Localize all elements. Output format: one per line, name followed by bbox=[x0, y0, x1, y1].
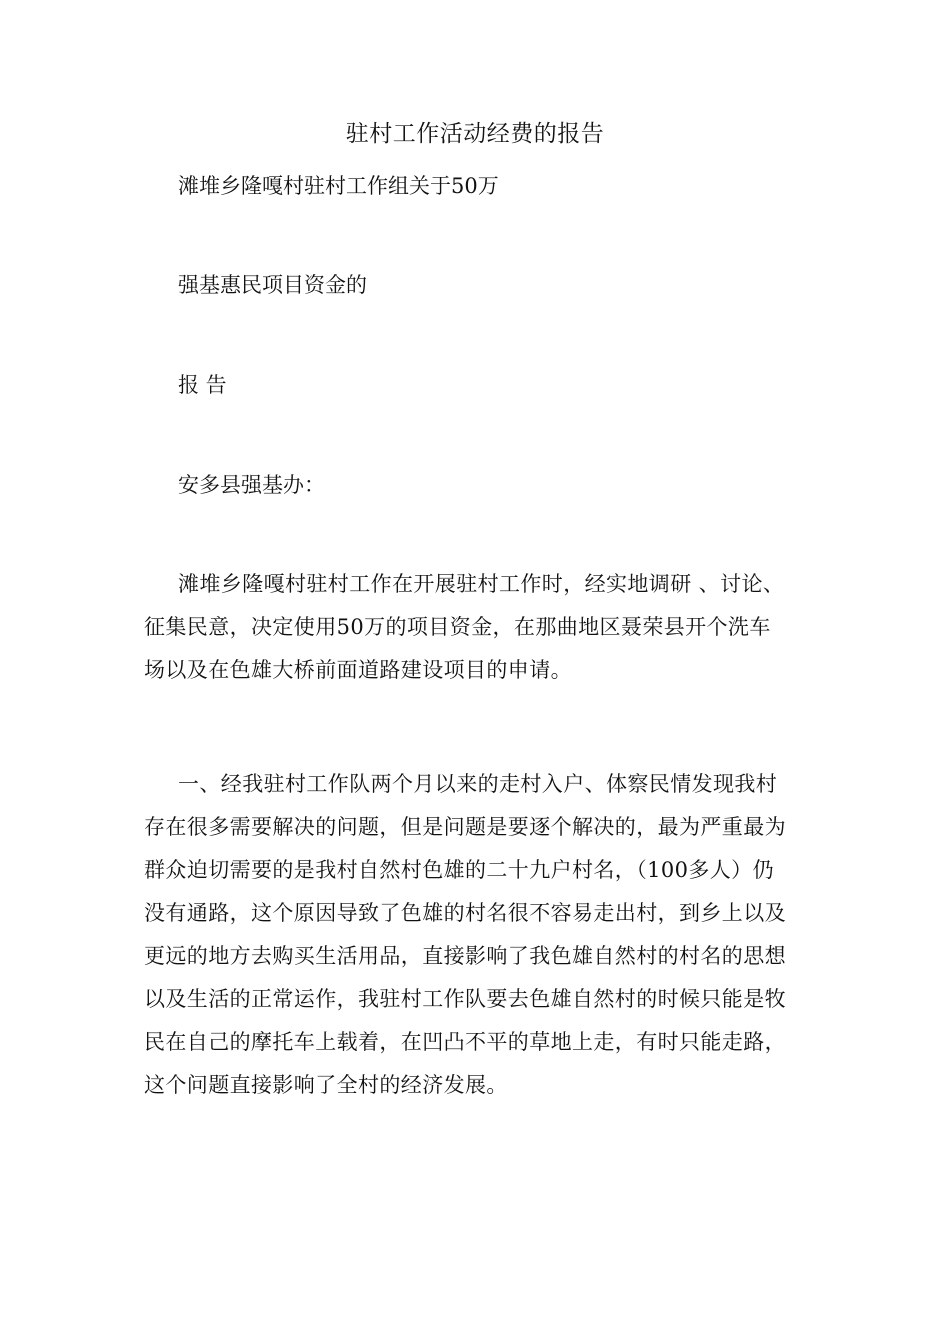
paragraph-2-line: 群众迫切需要的是我村自然村色雄的二十九户村名，（100多人）仍 bbox=[144, 858, 774, 882]
paragraph-1 bbox=[144, 563, 816, 692]
paragraph-2-line: 更远的地方去购买生活用品，直接影响了我色雄自然村的村名的思想 bbox=[144, 944, 786, 968]
document-title: 驻村工作活动经费的报告 bbox=[345, 121, 605, 147]
paragraph-2-line: 以及生活的正常运作，我驻村工作队要去色雄自然村的时候只能是牧 bbox=[144, 987, 786, 1011]
paragraph-2-line: 存在很多需要解决的问题，但是问题是要逐个解决的，最为严重最为 bbox=[144, 815, 786, 839]
paragraph-1-line: 场以及在色雄大桥前面道路建设项目的申请。 bbox=[144, 658, 572, 682]
paragraph-2 bbox=[144, 763, 816, 1107]
paragraph-2-line: 民在自己的摩托车上载着，在凹凸不平的草地上走，有时只能走路， bbox=[144, 1030, 786, 1054]
paragraph-2-line: 这个问题直接影响了全村的经济发展。 bbox=[144, 1073, 508, 1097]
subtitle-line-1: 滩堆乡隆嘎村驻村工作组关于50万 bbox=[178, 174, 499, 198]
paragraph-1-line: 征集民意，决定使用50万的项目资金，在那曲地区聂荣县开个洗车 bbox=[144, 615, 771, 639]
subtitle-line-3: 报 告 bbox=[178, 373, 227, 397]
paragraph-2-line: 没有通路，这个原因导致了色雄的村名很不容易走出村，到乡上以及 bbox=[144, 901, 786, 925]
paragraph-2-line: 一、经我驻村工作队两个月以来的走村入户、体察民情发现我村 bbox=[178, 772, 778, 796]
addressee: 安多县强基办： bbox=[178, 473, 325, 497]
subtitle-line-2: 强基惠民项目资金的 bbox=[178, 273, 367, 297]
paragraph-1-line: 滩堆乡隆嘎村驻村工作在开展驻村工作时，经实地调研 、讨论、 bbox=[178, 572, 785, 596]
